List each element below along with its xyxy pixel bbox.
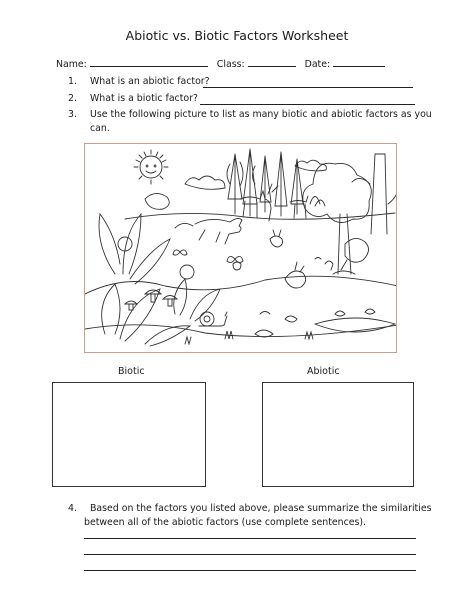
question-2-number: 2.: [68, 93, 77, 104]
answer-line[interactable]: [84, 554, 416, 555]
forest-scene-drawing: [85, 144, 397, 353]
question-2: [68, 93, 198, 104]
date-label: Date:: [304, 59, 331, 70]
question-4-number: 4.: [68, 503, 77, 514]
date-field[interactable]: [333, 56, 385, 67]
class-label: Class:: [216, 59, 245, 70]
biotic-answer-box[interactable]: [52, 382, 206, 487]
worksheet-title: Abiotic vs. Biotic Factors Worksheet: [125, 28, 349, 43]
question-4-text-line1: Based on the factors you listed above, please summarize the similarities: [90, 503, 432, 514]
question-3-text-line2: can.: [90, 123, 110, 134]
question-1: [68, 76, 210, 87]
question-1-answer-line[interactable]: [203, 87, 413, 88]
answer-line[interactable]: [84, 538, 416, 539]
name-field[interactable]: [90, 56, 208, 67]
question-1-number: 1.: [68, 76, 77, 87]
abiotic-label: Abiotic: [307, 366, 340, 377]
name-label: Name:: [56, 59, 87, 70]
question-4: [68, 503, 432, 514]
tree-icons: [227, 149, 303, 216]
class-field[interactable]: [248, 56, 296, 67]
header-line: [56, 56, 385, 70]
answer-line[interactable]: [84, 570, 416, 571]
question-3-number: 3.: [68, 109, 77, 120]
question-3-text-line1: Use the following picture to list as many biotic and abiotic factors as you: [90, 109, 432, 120]
question-4-text-line2: between all of the abiotic factors (use complete sentences).: [84, 517, 367, 528]
question-3: [68, 109, 432, 120]
abiotic-answer-box[interactable]: [262, 382, 414, 487]
question-2-answer-line[interactable]: [200, 104, 415, 105]
question-2-text: What is a biotic factor?: [90, 93, 198, 104]
biotic-label: Biotic: [118, 366, 145, 377]
question-1-text: What is an abiotic factor?: [90, 76, 210, 87]
forest-scene-picture: [84, 143, 397, 353]
sun-icon: [134, 150, 168, 184]
